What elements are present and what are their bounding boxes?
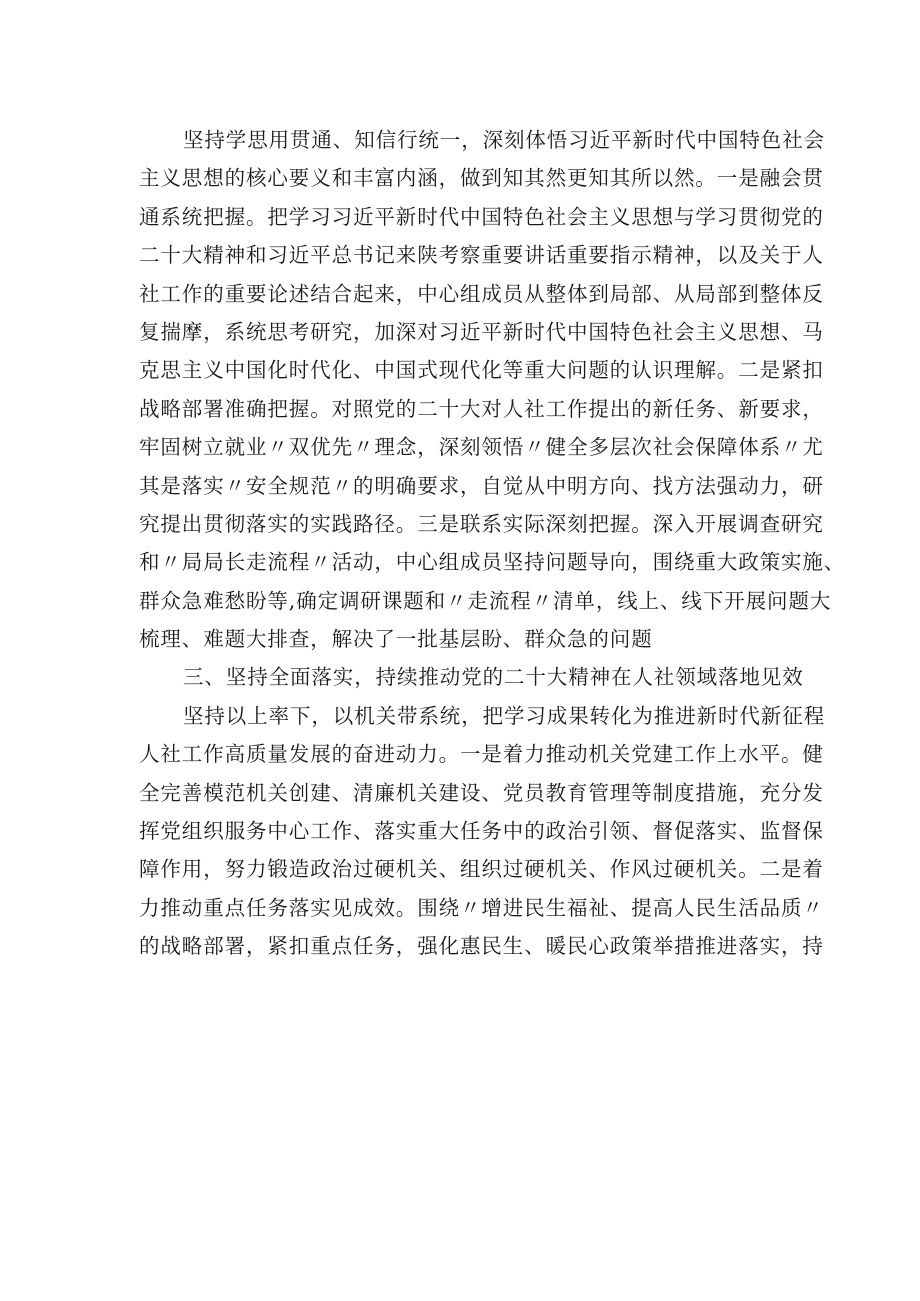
paragraph-line: 坚持学思用贯通、知信行统一，深刻体悟习近平新时代中国特色社会	[183, 128, 825, 152]
paragraph-line: 社工作的重要论述结合起来，中心组成员从整体到局部、从局部到整体反	[139, 281, 824, 306]
paragraph-line: 全完善模范机关创建、清廉机关建设、党员教育管理等制度措施，充分发	[139, 780, 824, 805]
paragraph-2	[139, 697, 825, 966]
paragraph-line: 梳理、难题大排查，解决了一批基层盼、群众急的问题	[139, 627, 653, 652]
paragraph-line: 坚持以上率下，以机关带系统，把学习成果转化为推进新时代新征程	[183, 703, 825, 728]
paragraph-line: 和〃局局长走流程〃活动，中心组成员坚持问题导向，围绕重大政策实施、	[139, 550, 846, 575]
paragraph-line: 群众急难愁盼等,确定调研课题和〃走流程〃清单，线上、线下开展问题大	[139, 588, 832, 613]
paragraph-line: 人社工作高质量发展的奋进动力。一是着力推动机关党建工作上水平。健	[139, 742, 824, 767]
paragraph-line: 克思主义中国化时代化、中国式现代化等重大问题的认识理解。二是紧扣	[139, 358, 824, 383]
paragraph-line: 挥党组织服务中心工作、落实重大任务中的政治引领、督促落实、监督保	[139, 819, 824, 844]
paragraph-line: 复揣摩，系统思考研究，加深对习近平新时代中国特色社会主义思想、马	[139, 319, 824, 344]
paragraph-line: 力推动重点任务落实见成效。围绕〃增进民生福祉、提高人民生活品质〃	[139, 895, 824, 920]
paragraph-line: 通系统把握。把学习习近平新时代中国特色社会主义思想与学习贯彻党的	[139, 204, 824, 229]
paragraph-line: 主义思想的核心要义和丰富内涵，做到知其然更知其所以然。一是融会贯	[139, 166, 824, 191]
section-heading: 三、坚持全面落实，持续推动党的二十大精神在人社领域落地见效	[183, 665, 804, 690]
paragraph-line: 的战略部署，紧扣重点任务，强化惠民生、暖民心政策举措推进落实，持	[139, 934, 824, 959]
paragraph-line: 障作用，努力锻造政治过硬机关、组织过硬机关、作风过硬机关。二是着	[139, 857, 824, 882]
paragraph-1	[139, 121, 846, 658]
paragraph-line: 牢固树立就业〃双优先〃理念，深刻领悟〃健全多层次社会保障体系〃尤	[139, 435, 824, 460]
paragraph-line: 其是落实〃安全规范〃的明确要求，自觉从中明方向、找方法强动力，研	[139, 473, 824, 498]
paragraph-line: 战略部署准确把握。对照党的二十大对人社工作提出的新任务、新要求，	[139, 396, 824, 421]
paragraph-line: 究提出贯彻落实的实践路径。三是联系实际深刻把握。深入开展调查研究	[139, 511, 824, 536]
document-body	[139, 121, 846, 966]
paragraph-line: 二十大精神和习近平总书记来陕考察重要讲话重要指示精神，以及关于人	[139, 243, 824, 268]
